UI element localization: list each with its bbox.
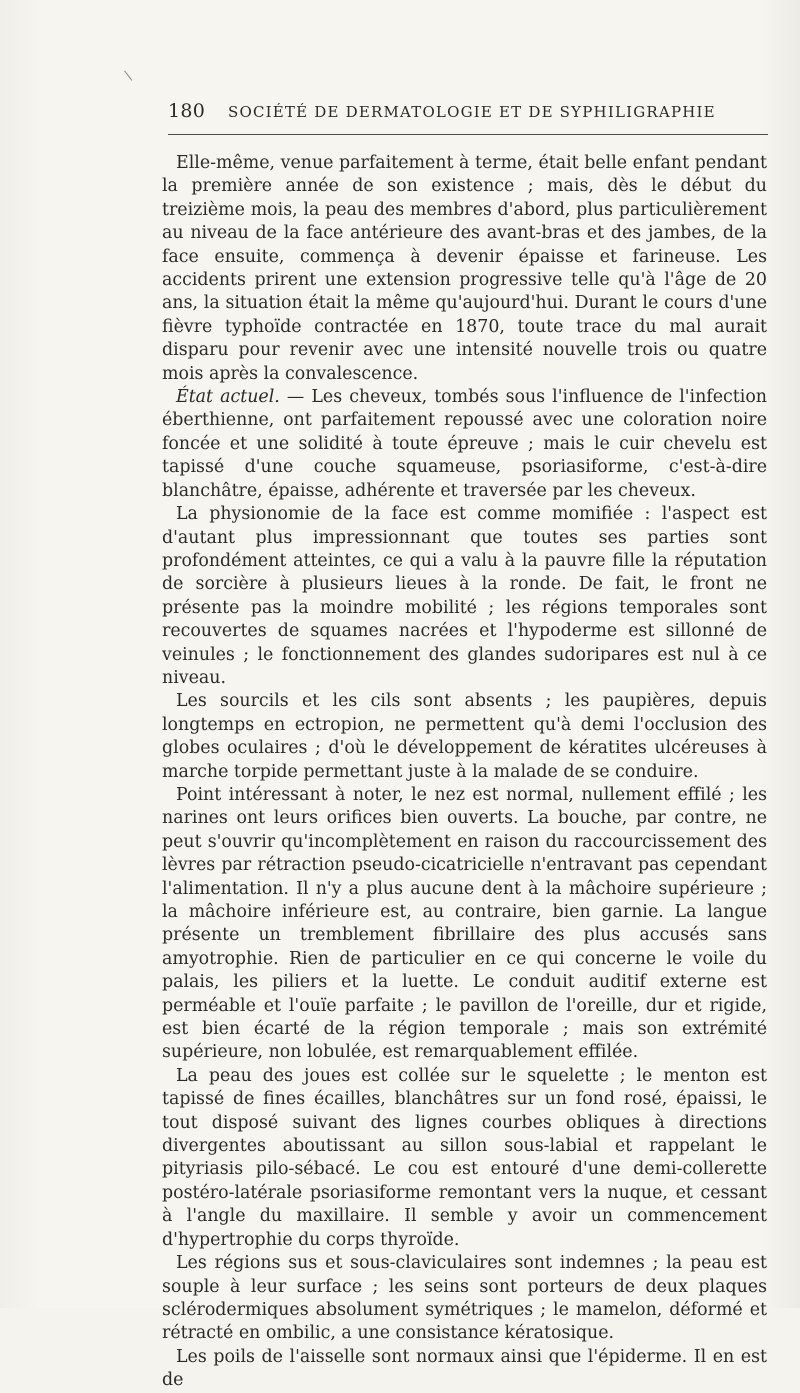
page-number: 180	[168, 100, 206, 122]
paragraph: La peau des joues est collée sur le squelette ; le menton est tapissé de fines écailles, blanchâtres sur un fond rosé, épaissi, le tout disposé suivant des lignes courbes obliques à directions divergentes aboutissant au sillon sous-labial et rappelant le pityriasis pilo-sébacé. Le cou est entouré d'une demi-collerette postéro-latérale psoriasiforme remontant vers la nuque, et cessant à l'angle du maxillaire. Il semble y avoir un commencement d'hypertrophie du corps thyroïde.	[162, 1065, 767, 1250]
page-header	[168, 100, 768, 130]
header-rule	[168, 134, 768, 135]
stray-ink-mark: \	[123, 67, 134, 85]
paragraph: Point intéressant à noter, le nez est normal, nullement effilé ; les narines ont leurs orifices bien ouverts. La bouche, par contre, ne peut s'ouvrir qu'incomplètement en raison du raccourcissement des lèvres par rétraction pseudo-cicatricielle n'entravant pas cependant l'alimentation. Il n'y a plus aucune dent à la mâchoire supérieure ; la mâchoire inférieure est, au contraire, bien garnie. La langue présente un tremblement fibrillaire des plus accusés sans amyotrophie. Rien de particulier en ce qui concerne le voile du palais, les piliers et la luette. Le conduit auditif externe est perméable et l'ouïe parfaite ; le pavillon de l'oreille, dur et rigide, est bien écarté de la région temporale ; mais son extrémité supérieure, non lobulée, est remarquablement effilée.	[162, 784, 767, 1063]
running-title: SOCIÉTÉ DE DERMATOLOGIE ET DE SYPHILIGRAPHIE	[228, 103, 716, 121]
paragraph-etat-actuel: État actuel. — Les cheveux, tombés sous l'influence de l'infection éberthienne, ont parfaitement repoussé avec une coloration noire foncée et une solidité à toute épreuve ; mais le cuir chevelu est tapissé d'une couche squameuse, psoriasiforme, c'est-à-dire blanchâtre, épaisse, adhérente et traversée par les cheveux.	[162, 387, 767, 501]
paragraph: La physionomie de la face est comme momifiée : l'aspect est d'autant plus impressionnant que toutes ses parties sont profondément atteintes, ce qui a valu à la pauvre fille la réputation de sorcière à plusieurs lieues à la ronde. De fait, le front ne présente pas la moindre mobilité ; les régions temporales sont recouvertes de squames nacrées et l'hypoderme est sillonné de veinules ; le fonctionnement des glandes sudoripares est nul à ce niveau.	[162, 504, 767, 688]
section-lead: État actuel.	[176, 387, 280, 408]
paragraph: Les poils de l'aisselle sont normaux ainsi que l'épiderme. Il en est de	[162, 1346, 767, 1391]
paragraph: Les sourcils et les cils sont absents ; les paupières, depuis longtemps en ectropion, ne permettent qu'à demi l'occlusion des globes oculaires ; d'où le développement de kératites ulcéreuses à marche torpide permettant juste à la malade de se conduire.	[162, 691, 767, 782]
paragraph: Elle-même, venue parfaitement à terme, était belle enfant pendant la première année de son existence ; mais, dès le début du treizième mois, la peau des membres d'abord, plus particulièrement au niveau de la face antérieure des avant-bras et des jambes, de la face ensuite, commença à devenir épaisse et farineuse. Les accidents prirent une extension progressive telle qu'à l'âge de 20 ans, la situation était la même qu'aujourd'hui. Durant le cours d'une fièvre typhoïde contractée en 1870, toute trace du mal aurait disparu pour revenir avec une intensité nouvelle trois ou quatre mois après la convalescence.	[162, 153, 767, 384]
body-text	[162, 152, 767, 1393]
paragraph: Les régions sus et sous-claviculaires sont indemnes ; la peau est souple à leur surface ; les seins sont porteurs de deux plaques sclérodermiques absolument symétriques ; le mamelon, déformé et rétracté en ombilic, a une consistance kératosique.	[162, 1253, 767, 1344]
